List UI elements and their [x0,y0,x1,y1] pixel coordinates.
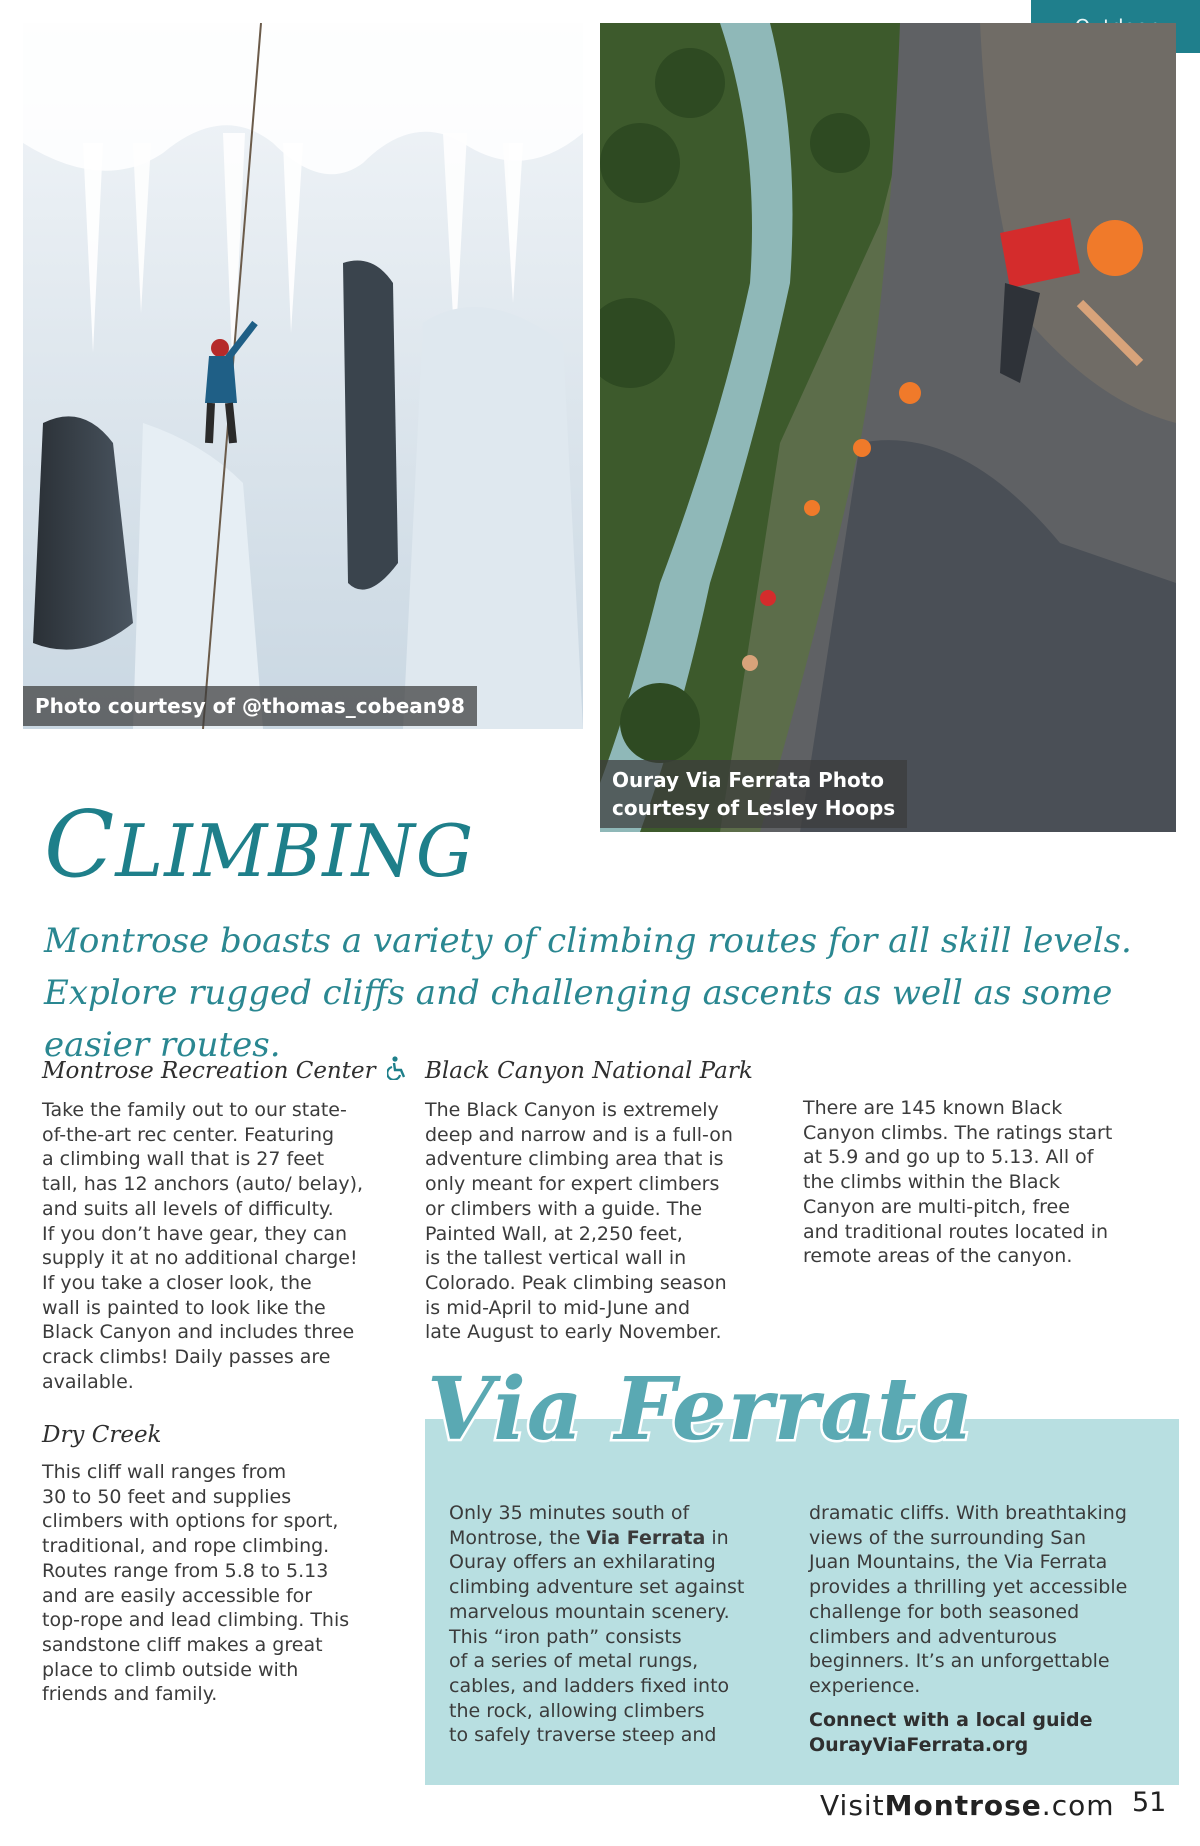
black-canyon-heading: Black Canyon National Park [425,1058,753,1084]
ice-photo-caption: Photo courtesy of @thomas_cobean98 [23,686,477,726]
page-number: 51 [1132,1787,1167,1818]
page-title [44,791,475,901]
footer-site [820,1789,1115,1822]
footer-site-brand: Montrose [884,1789,1042,1822]
rec-center-body: Take the family out to our state- of-the-art rec center. Featuring a climbing wall that is 27 feet tall, has 12 anchors (auto/ belay), and suits all levels of difficulty. If you don’t have gear, they can supply it at no additional charge! If you take a closer look, the wall is painted to look like the Black Canyon and includes three crack climbs! Daily passes are available. [42,1099,364,1393]
connect-guide-text: Connect with a local guide [809,1709,1093,1731]
title-rest: LIMBING [115,809,475,893]
rec-center-heading-text: Montrose Recreation Center [42,1058,376,1084]
title-first-letter: C [44,791,116,898]
dry-creek-body: This cliff wall ranges from 30 to 50 feet and supplies climbers with options for sport, traditional, and rope climbing. Routes range from 5.8 to 5.13 and are easily accessible for top-rope and lead climbing. This sandstone cliff makes a great place to climb outside with friends and family. [42,1461,350,1706]
wheelchair-accessible-icon [387,1056,409,1088]
via-ferrata-text-before: Only 35 minutes south of Montrose, the [449,1502,690,1549]
dry-creek-heading: Dry Creek [42,1422,162,1448]
via-ferrata-body-col1 [449,1501,779,1748]
via-ferrata-website-link[interactable]: OurayViaFerrata.org [809,1734,1029,1756]
ferrata-photo-caption [600,760,907,828]
footer-site-suffix: .com [1041,1789,1115,1822]
via-ferrata-text-after: in Ouray offers an exhilarating climbing adventure set against marvelous mountain scenery. This “iron path” consists of a series of metal rungs, cables, and ladders fixed into the rock, allowing climbers to safely traverse steep and [449,1526,745,1747]
ferrata-caption-line2: courtesy of Lesley Hoops [612,796,896,820]
footer-site-prefix: Visit [820,1789,885,1822]
black-canyon-body-col1: The Black Canyon is extremely deep and narrow and is a full-on adventure climbing area that is only meant for expert climbers or climbers with a guide. The Painted Wall, at 2,250 feet, is the tallest vertical wall in Colorado. Peak climbing season is mid-April to mid-June and late August to early November. [425,1099,733,1344]
via-ferrata-photo [600,23,1176,832]
via-ferrata-connect [809,1708,1093,1758]
via-ferrata-title: Via Ferrata [427,1359,975,1460]
intro-text: Montrose boasts a variety of climbing routes for all skill levels. Explore rugged cliffs and challenging ascents as well as some easier routes. [44,921,1132,1065]
via-ferrata-bold-name: Via Ferrata [586,1526,706,1549]
via-ferrata-body-col2: dramatic cliffs. With breathtaking views of the surrounding San Juan Mountains, the Via Ferrata provides a thrilling yet accessible challenge for both seasoned climbers and adventurous beginners. It’s an unforgettable experience. [809,1502,1128,1697]
black-canyon-body-col2: There are 145 known Black Canyon climbs. The ratings start at 5.9 and go up to 5.13. All of the climbs within the Black Canyon are multi-pitch, free and traditional routes located in remote areas of the canyon. [803,1097,1113,1268]
ferrata-caption-line1: Ouray Via Ferrata Photo [612,768,885,792]
ice-climbing-photo [23,23,583,729]
rec-center-heading [42,1056,409,1088]
